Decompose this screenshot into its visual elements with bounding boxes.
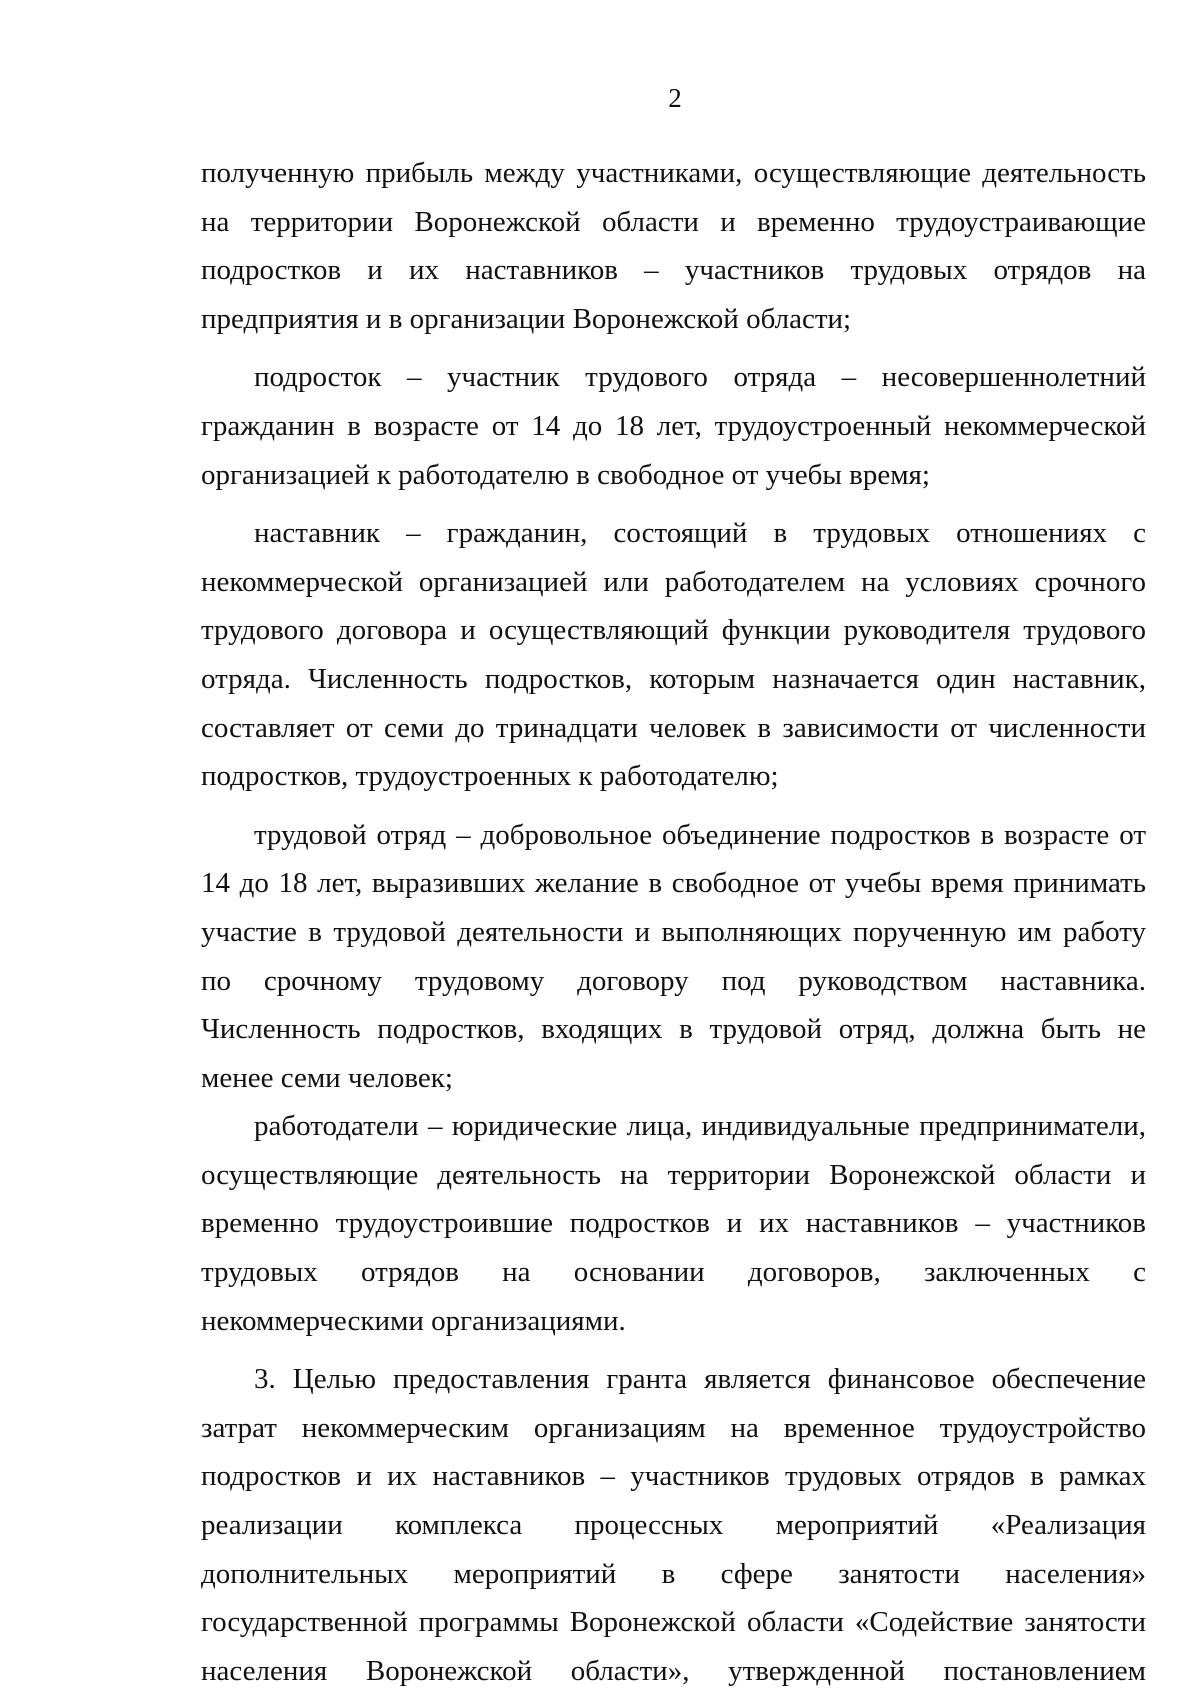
paragraph-definition-teenager: подросток – участник трудового отряда – несовершеннолетний гражданин в возрасте от 14 до 18 лет, трудоустроенный некоммерческой организацией к работодателю в свободное от учебы время; — [201, 361, 1146, 491]
paragraph-definition-labor-team: трудовой отряд – добровольное объединение подростков в возрасте от 14 до 18 лет, выразивших желание в свободное от учебы время принимать участие в трудовой деятельности и выполняющих порученную им работу по срочному трудовому договору под руководством наставника. Численность подростков, входящих в трудовой отряд, должна быть не менее семи человек; — [201, 818, 1146, 1094]
paragraph-continuation: полученную прибыль между участниками, осуществляющие деятельность на территории Воронежской области и временно трудоустраивающие подростков и их наставников – участников трудовых отрядов на предприятия и в организации Воронежской области; — [201, 157, 1146, 335]
paragraph-definition-employers: работодатели – юридические лица, индивидуальные предприниматели, осуществляющие деятельность на территории Воронежской области и временно трудоустроившие подростков и их наставников – участников трудовых отрядов на основании договоров, заключенных с некоммерческими организациями. — [201, 1110, 1146, 1337]
paragraph-section-3: 3. Целью предоставления гранта является финансовое обеспечение затрат некоммерческим организациям на временное трудоустройство подростков и их наставников – участников трудовых отрядов в рамках реализации комплекса процессных мероприятий «Реализация дополнительных мероприятий в сфере занятости населения» государственной программы Воронежской области «Содействие занятости населения Воронежской области», утвержденной постановлением — [201, 1363, 1146, 1687]
paragraph-definition-mentor: наставник – гражданин, состоящий в трудовых отношениях с некоммерческой организацией или работодателем на условиях срочного трудового договора и осуществляющий функции руководителя трудового отряда. Численность подростков, которым назначается один наставник, составляет от семи до тринадцати человек в зависимости от численности подростков, трудоустроенных к работодателю; — [201, 517, 1146, 793]
document-body — [201, 149, 1146, 1695]
page-number: 2 — [668, 83, 682, 113]
